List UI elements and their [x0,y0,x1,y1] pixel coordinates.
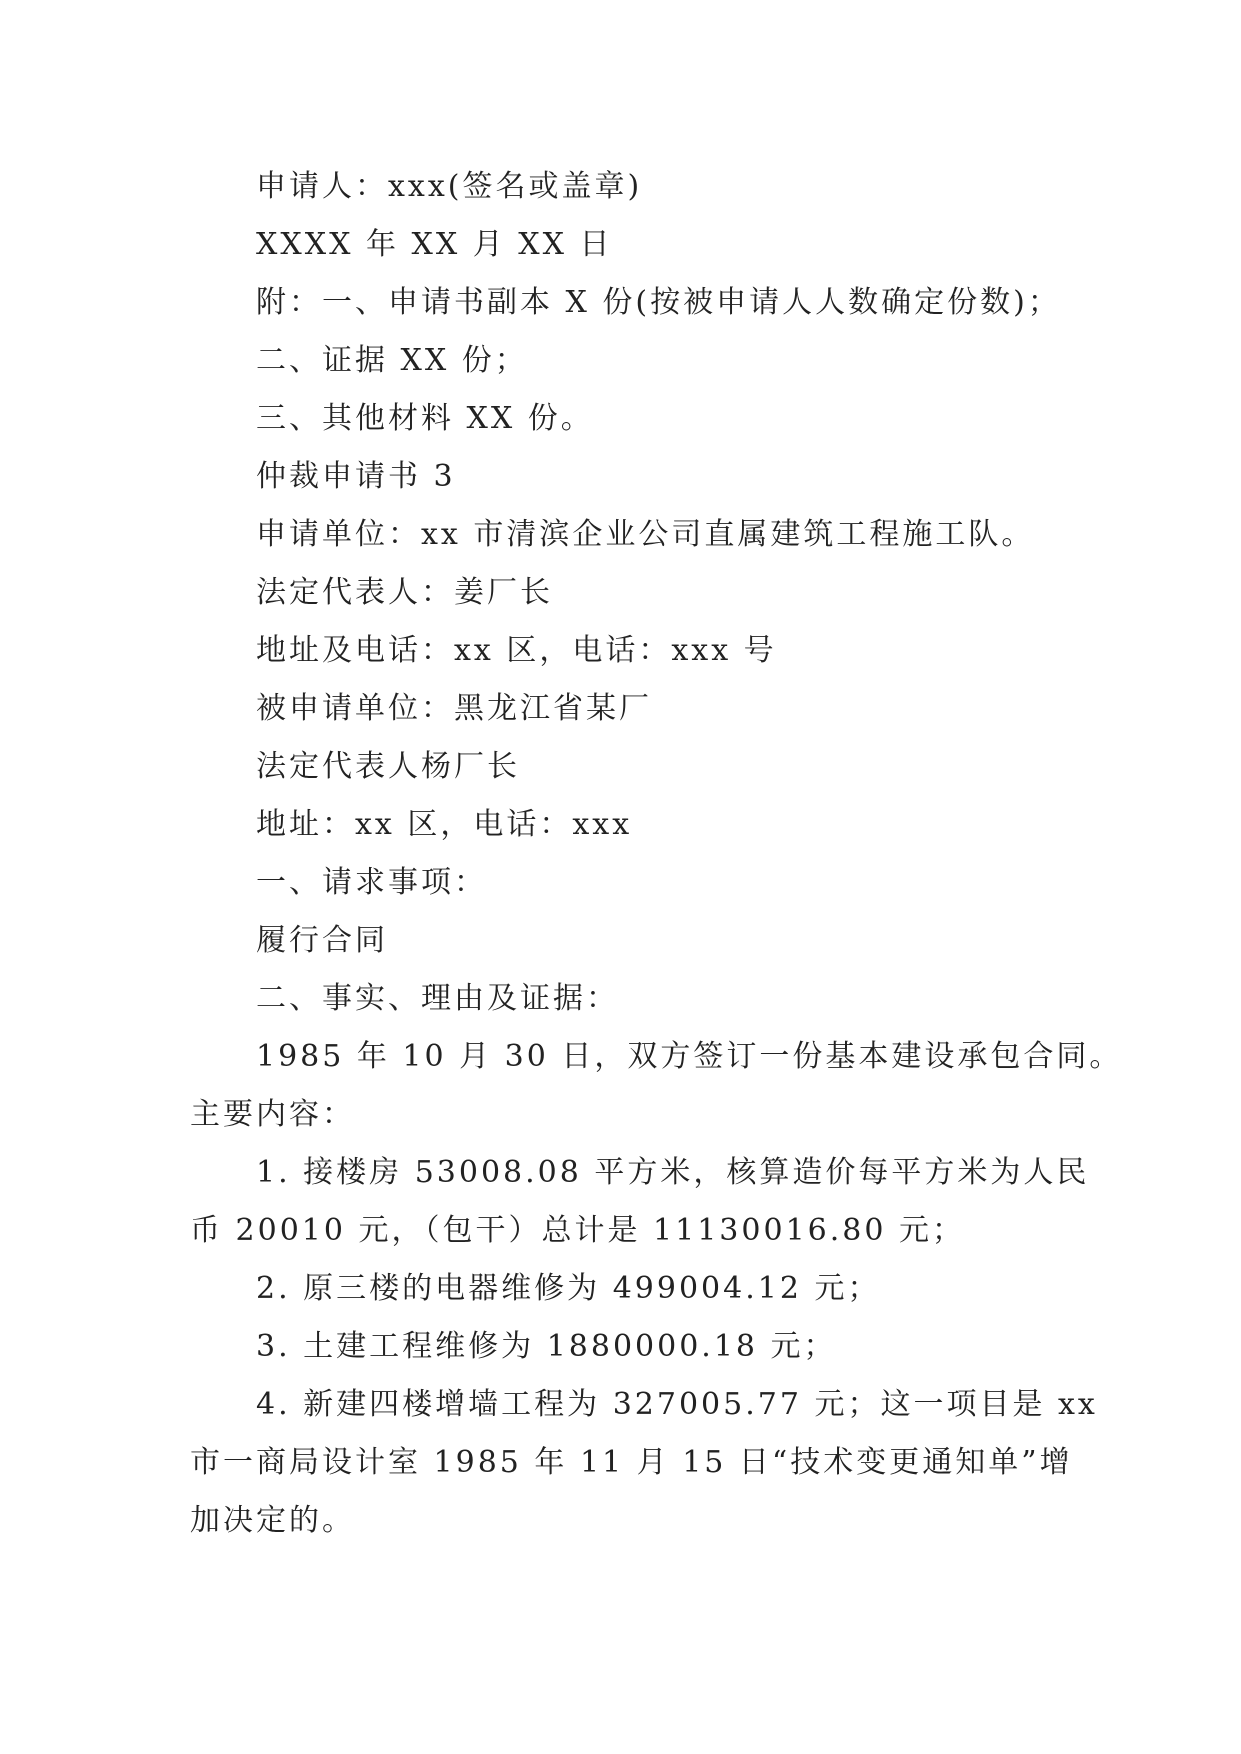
legal-representative-line: 法定代表人：姜厂长 [256,575,553,610]
facts-heading: 二、事实、理由及证据： [256,981,619,1016]
content-item-3: 3. 土建工程维修为 1880000.18 元； [256,1329,837,1364]
address-phone-line: 地址及电话：xx 区，电话：xxx 号 [256,633,777,668]
content-item-4-line-2: 市一商局设计室 1985 年 11 月 15 日“技术变更通知单”增 [190,1445,1073,1480]
attachment-line-3: 三、其他材料 XX 份。 [256,401,594,436]
content-item-4-line-3: 加决定的。 [190,1503,355,1538]
contract-date-line: 1985 年 10 月 30 日，双方签订一份基本建设承包合同。 [256,1039,1123,1074]
attachment-line-2: 二、证据 XX 份； [256,343,528,378]
document-body [190,158,1123,1550]
respondent-unit-line: 被申请单位：黑龙江省某厂 [256,691,652,726]
applicant-unit-line: 申请单位：xx 市清滨企业公司直属建筑工程施工队。 [256,517,1035,552]
respondent-representative-line: 法定代表人杨厂长 [256,749,520,784]
applicant-signature-line: 申请人：xxx(签名或盖章) [256,169,643,204]
respondent-address-line: 地址：xx 区，电话：xxx [256,807,633,842]
content-item-4-line-1: 4. 新建四楼增墙工程为 327005.77 元；这一项目是 xx [256,1387,1098,1422]
date-line: XXXX 年 XX 月 XX 日 [256,227,613,262]
request-item: 履行合同 [256,923,388,958]
section-title: 仲裁申请书 3 [256,459,456,494]
content-item-1-line-1: 1. 接楼房 53008.08 平方米，核算造价每平方米为人民 [256,1155,1090,1190]
content-item-2: 2. 原三楼的电器维修为 499004.12 元； [256,1271,881,1306]
content-item-1-line-2: 币 20010 元，（包干）总计是 11130016.80 元； [190,1213,965,1248]
request-heading: 一、请求事项： [256,865,487,900]
main-content-label: 主要内容： [190,1097,355,1132]
attachment-line-1: 附：一、申请书副本 X 份(按被申请人人数确定份数)； [256,285,1061,320]
